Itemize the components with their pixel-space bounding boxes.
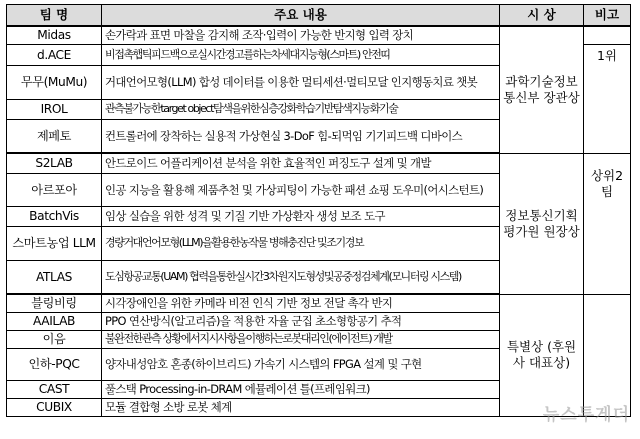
- team-content: 컨트롤러에 장착하는 실용적 가상현실 3-DoF 힘-되먹임 기기피드백 디바이스: [102, 119, 500, 153]
- header-content: 주요 내용: [102, 5, 500, 27]
- team-content: 임상 실습을 위한 성격 및 기질 기반 가상환자 생성 보조 도구: [102, 206, 500, 226]
- team-name: ATLAS: [7, 260, 102, 294]
- team-content: 모듈 결합형 소방 로봇 체계: [102, 398, 500, 416]
- awards-table: [6, 4, 631, 417]
- header-row: [7, 5, 631, 27]
- team-content: 불완전한관측 상황에서지시사항을이행하는로봇대리인(에이전트) 개발: [102, 330, 500, 348]
- team-content: 거대언어모형(LLM) 합성 데이터를 이용한 멀티세션·멀티모달 인지행동치료 챗봇: [102, 65, 500, 99]
- note-empty: [584, 294, 631, 416]
- award-iitp: 정보통신기획평가원 원장상: [500, 153, 584, 294]
- table-row: [7, 294, 631, 312]
- header-award: 시 상: [500, 5, 584, 27]
- team-name: Midas: [7, 26, 102, 44]
- note-first-place: 1위: [584, 44, 631, 153]
- header-team: 팀 명: [7, 5, 102, 27]
- team-name: 블링비링: [7, 294, 102, 312]
- team-name: CAST: [7, 380, 102, 398]
- team-name: d.ACE: [7, 44, 102, 65]
- team-name: AAILAB: [7, 312, 102, 330]
- team-name: IROL: [7, 99, 102, 119]
- team-content: 인공 지능을 활용해 제품추천 및 가상피팅이 가능한 패션 쇼핑 도우미(어시스턴트): [102, 173, 500, 206]
- team-name: CUBIX: [7, 398, 102, 416]
- team-name: 아르포아: [7, 173, 102, 206]
- team-content: 경량거대언어모형(LLM)을활용한농작물 병해충진단 및조기경보: [102, 226, 500, 260]
- team-content: 풀스택 Processing-in-DRAM 에뮬레이션 틀(프레임워크): [102, 380, 500, 398]
- header-note: 비고: [584, 5, 631, 27]
- table-row: [7, 26, 631, 44]
- team-content: PPO 연산방식(알고리즘)을 적용한 자율 군집 초소형항공기 추적: [102, 312, 500, 330]
- award-ministry: 과학기술정보통신부 장관상: [500, 26, 584, 153]
- team-content: 관측불가능한target object탐색을위한심층강화학습기반탐색지능화기술: [102, 99, 500, 119]
- team-name: 무무(MuMu): [7, 65, 102, 99]
- team-content: 안드로이드 어플리케이션 분석을 위한 효율적인 퍼징도구 설계 및 개발: [102, 153, 500, 173]
- note-top-two: 상위2팀: [584, 153, 631, 294]
- team-content: 도심항공교통(UAM) 협력을통한실시간3차원지도형성및공중정검체계(모니터링 시스템): [102, 260, 500, 294]
- team-name: 제페토: [7, 119, 102, 153]
- team-name: 스마트농업 LLM: [7, 226, 102, 260]
- team-name: BatchVis: [7, 206, 102, 226]
- table-row: [7, 153, 631, 173]
- team-name: S2LAB: [7, 153, 102, 173]
- note-empty: [584, 26, 631, 44]
- team-name: 인하-PQC: [7, 348, 102, 380]
- team-content: 양자내성암호 혼종(하이브리드) 가속기 시스템의 FPGA 설계 및 구현: [102, 348, 500, 380]
- team-content: 손가락과 표면 마찰을 감지해 조작·입력이 가능한 반지형 입력 장치: [102, 26, 500, 44]
- team-name: 이음: [7, 330, 102, 348]
- team-content: 시각장애인을 위한 카메라 비전 인식 기반 정보 전달 촉각 반지: [102, 294, 500, 312]
- team-content: 비접촉햅틱피드백으로실시간경고를하는차세대지능형(스마트) 안전띠: [102, 44, 500, 65]
- watermark-logo: 뉴스투게더: [542, 405, 630, 425]
- award-special: 특별상 (후원사 대표상): [500, 294, 584, 416]
